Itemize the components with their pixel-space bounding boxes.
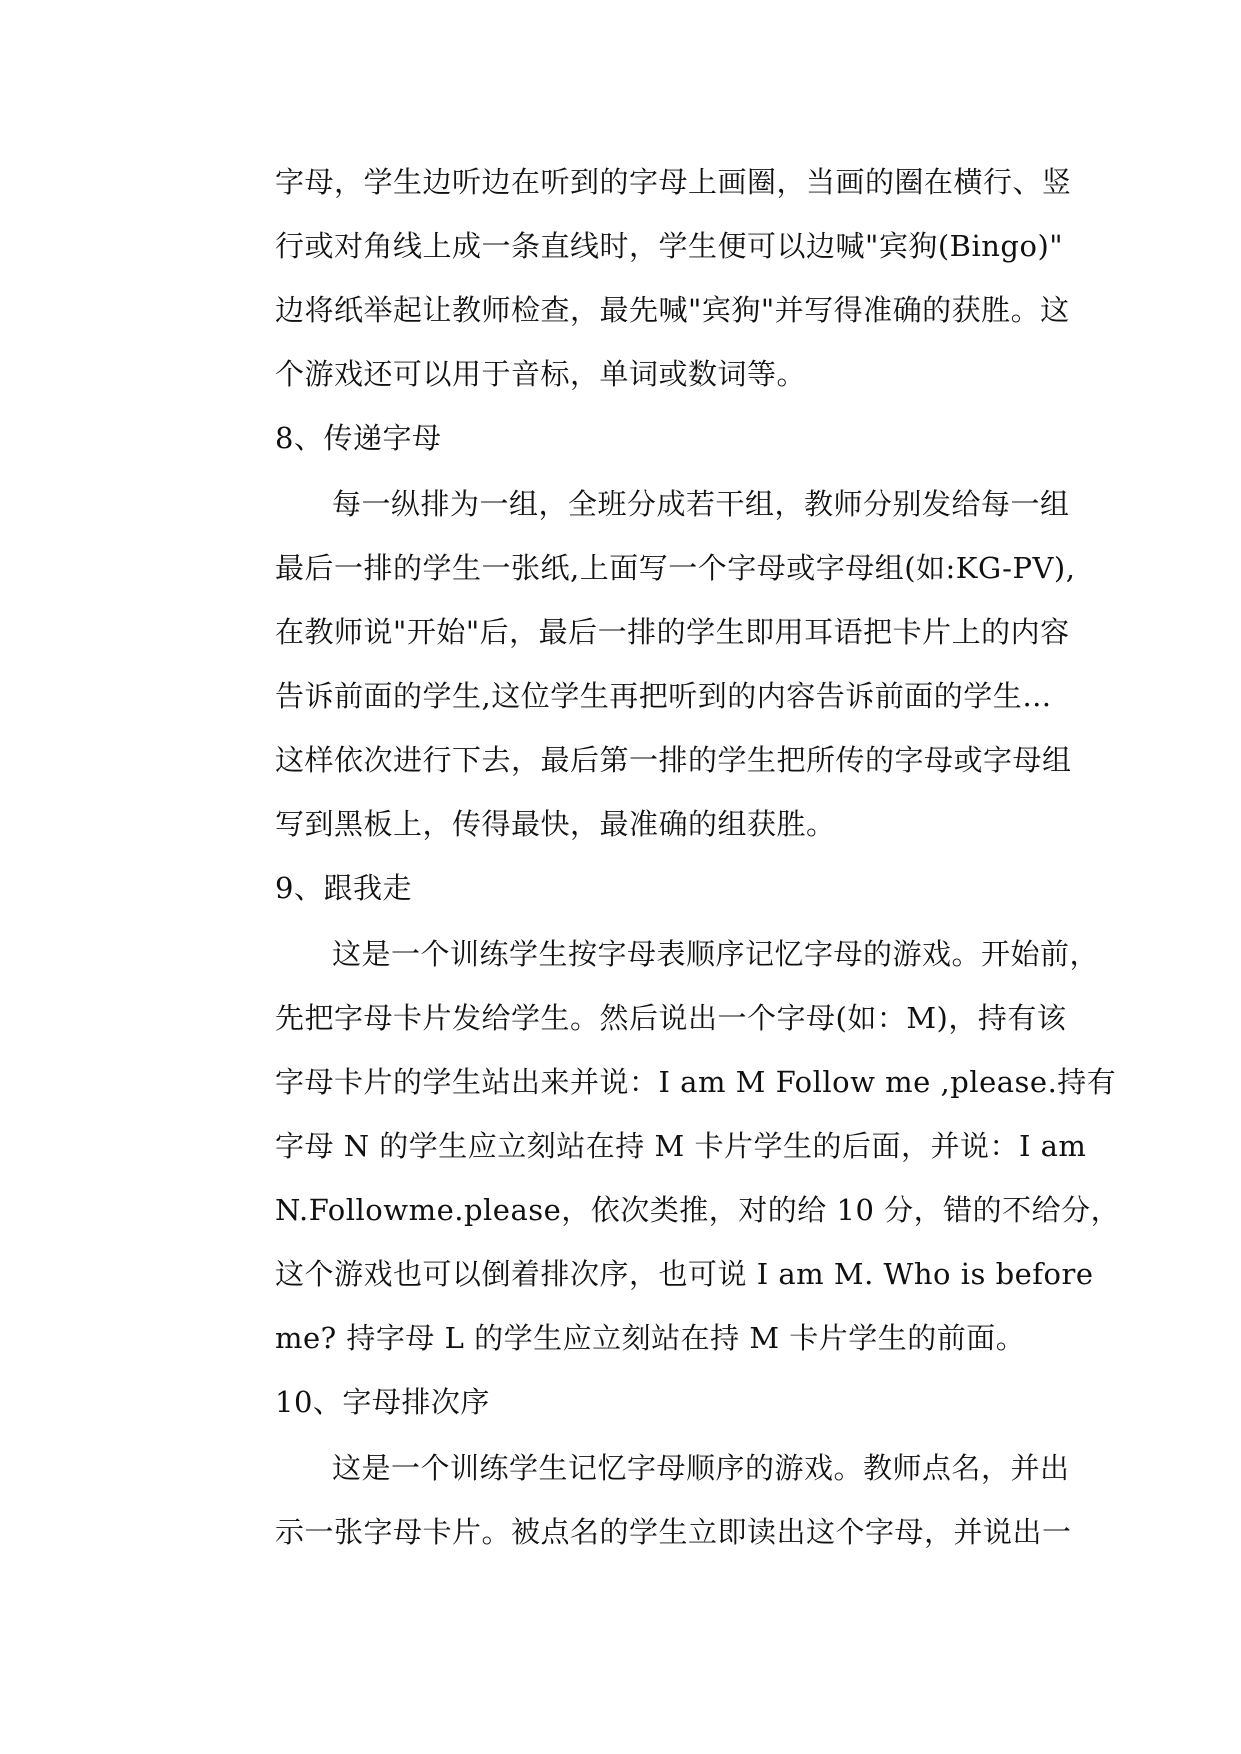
section-heading: 9、跟我走 xyxy=(275,871,412,905)
text-line: 先把字母卡片发给学生。然后说出一个字母(如：M)，持有该 xyxy=(275,1001,1067,1035)
text-line: 每一纵排为一组，全班分成若干组，教师分别发给每一组 xyxy=(332,487,1070,521)
text-line: 字母 N 的学生应立刻站在持 M 卡片学生的后面，并说：I am xyxy=(275,1129,1087,1163)
text-line: me? 持字母 L 的学生应立刻站在持 M 卡片学生的前面。 xyxy=(275,1321,1026,1355)
text-line: 字母卡片的学生站出来并说：I am M Follow me ,please.持有 xyxy=(275,1065,1117,1099)
text-line: 最后一排的学生一张纸,上面写一个字母或字母组(如:KG-PV), xyxy=(275,551,1076,585)
text-line: 边将纸举起让教师检查，最先喊"宾狗"并写得准确的获胜。这 xyxy=(275,293,1070,327)
text-line: 这是一个训练学生记忆字母顺序的游戏。教师点名，并出 xyxy=(332,1451,1070,1485)
text-line: 个游戏还可以用于音标，单词或数词等。 xyxy=(275,357,807,391)
text-line: 在教师说"开始"后，最后一排的学生即用耳语把卡片上的内容 xyxy=(275,615,1070,649)
text-line: 写到黑板上，传得最快，最准确的组获胜。 xyxy=(275,807,836,841)
text-line: 示一张字母卡片。被点名的学生立即读出这个字母，并说出一 xyxy=(275,1515,1072,1549)
section-heading: 10、字母排次序 xyxy=(275,1385,490,1419)
text-line: 这样依次进行下去，最后第一排的学生把所传的字母或字母组 xyxy=(275,743,1072,777)
text-line: 告诉前面的学生,这位学生再把听到的内容告诉前面的学生… xyxy=(275,679,1052,713)
text-line: N.Followme.please，依次类推，对的给 10 分，错的不给分， xyxy=(275,1193,1121,1227)
text-line: 这是一个训练学生按字母表顺序记忆字母的游戏。开始前， xyxy=(332,937,1100,971)
text-line: 这个游戏也可以倒着排次序，也可说 I am M. Who is before xyxy=(275,1257,1094,1291)
text-line: 字母，学生边听边在听到的字母上画圈，当画的圈在横行、竖 xyxy=(275,165,1072,199)
text-line: 行或对角线上成一条直线时，学生便可以边喊"宾狗(Bingo)" xyxy=(275,229,1064,263)
section-heading: 8、传递字母 xyxy=(275,421,442,455)
